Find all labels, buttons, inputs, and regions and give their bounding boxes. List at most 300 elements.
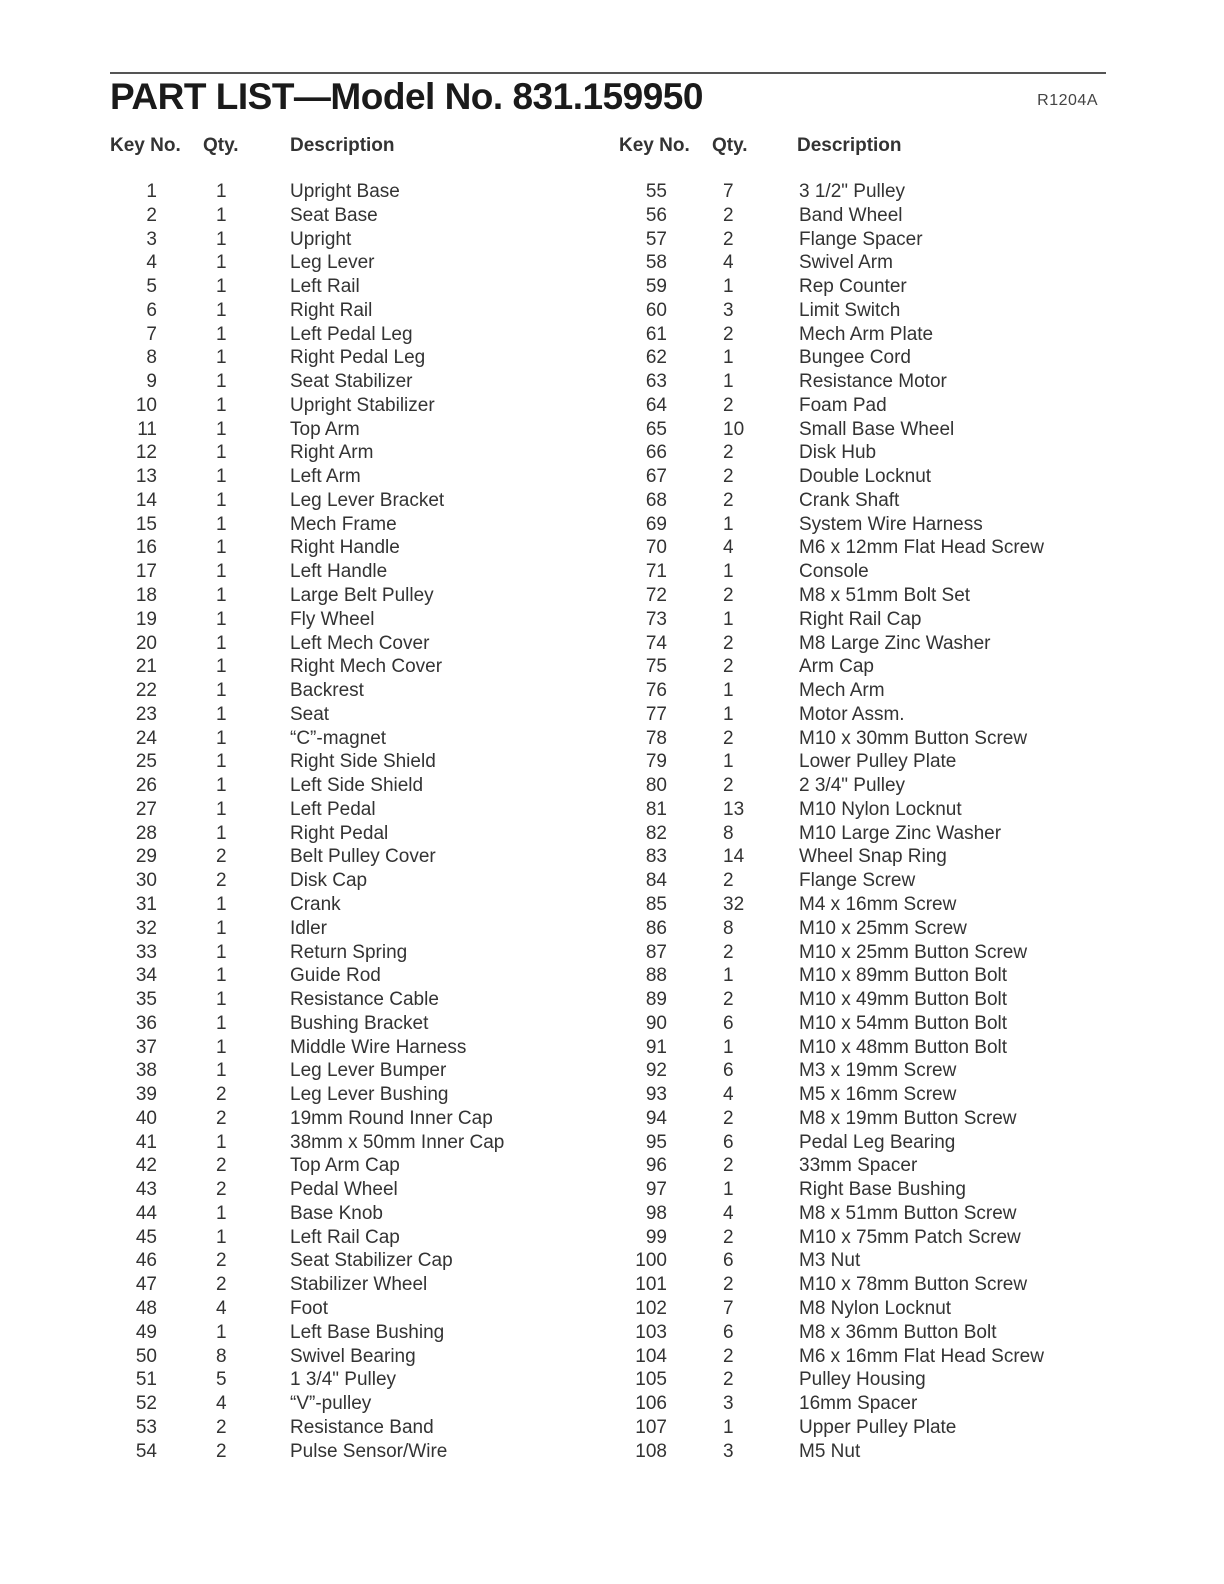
part-row bbox=[609, 750, 1109, 774]
part-key-no: 72 bbox=[645, 585, 667, 607]
part-row bbox=[609, 703, 1109, 727]
part-key-no: 25 bbox=[135, 751, 157, 773]
part-key-no: 98 bbox=[645, 1202, 667, 1224]
header-key-no-right: Key No. bbox=[619, 135, 690, 156]
part-key-no: 81 bbox=[645, 798, 667, 820]
parts-list-right bbox=[609, 180, 1109, 1463]
part-key-no: 32 bbox=[135, 917, 157, 939]
part-description: M10 x 30mm Button Screw bbox=[799, 727, 1028, 749]
part-row bbox=[100, 1249, 560, 1273]
part-qty: 1 bbox=[216, 775, 227, 797]
part-key-no: 26 bbox=[135, 775, 157, 797]
part-key-no: 105 bbox=[635, 1369, 667, 1391]
part-description: Large Belt Pulley bbox=[290, 585, 434, 607]
part-key-no: 15 bbox=[135, 513, 157, 535]
part-qty: 2 bbox=[723, 727, 734, 749]
part-key-no: 103 bbox=[635, 1321, 667, 1343]
part-key-no: 77 bbox=[645, 703, 667, 725]
part-row bbox=[609, 1297, 1109, 1321]
part-key-no: 107 bbox=[635, 1416, 667, 1438]
part-row bbox=[100, 465, 560, 489]
part-description: Stabilizer Wheel bbox=[290, 1274, 428, 1296]
part-key-no: 51 bbox=[135, 1369, 157, 1391]
part-description: M10 Nylon Locknut bbox=[799, 798, 962, 820]
part-row bbox=[609, 1012, 1109, 1036]
part-description: Belt Pulley Cover bbox=[290, 846, 436, 868]
part-description: Limit Switch bbox=[799, 299, 901, 321]
part-qty: 4 bbox=[723, 1084, 734, 1106]
part-key-no: 50 bbox=[135, 1345, 157, 1367]
part-description: Right Handle bbox=[290, 537, 400, 559]
part-qty: 1 bbox=[216, 965, 227, 987]
part-description: Middle Wire Harness bbox=[290, 1036, 467, 1058]
part-key-no: 59 bbox=[645, 276, 667, 298]
part-qty: 2 bbox=[723, 204, 734, 226]
part-description: Left Base Bushing bbox=[290, 1321, 445, 1343]
part-qty: 2 bbox=[216, 870, 227, 892]
part-row bbox=[100, 679, 560, 703]
part-description: Resistance Cable bbox=[290, 989, 439, 1011]
part-qty: 2 bbox=[723, 870, 734, 892]
part-description: 3 1/2" Pulley bbox=[799, 181, 906, 202]
part-key-no: 8 bbox=[146, 347, 157, 369]
part-description: Wheel Snap Ring bbox=[799, 846, 947, 868]
part-description: Fly Wheel bbox=[290, 608, 375, 630]
part-key-no: 47 bbox=[135, 1274, 157, 1296]
part-key-no: 91 bbox=[645, 1036, 667, 1058]
part-key-no: 75 bbox=[645, 656, 667, 678]
part-description: M10 x 89mm Button Bolt bbox=[799, 965, 1008, 987]
part-qty: 2 bbox=[216, 1440, 227, 1462]
part-description: Left Arm bbox=[290, 466, 361, 488]
part-description: M8 x 36mm Button Bolt bbox=[799, 1321, 997, 1343]
part-description: Arm Cap bbox=[799, 656, 874, 678]
part-description: 1 3/4" Pulley bbox=[290, 1369, 397, 1391]
part-row bbox=[609, 465, 1109, 489]
part-key-no: 44 bbox=[135, 1202, 157, 1224]
part-row bbox=[100, 941, 560, 965]
part-description: Seat Base bbox=[290, 204, 378, 226]
part-description: Right Rail bbox=[290, 299, 373, 321]
part-row bbox=[100, 180, 560, 204]
part-description: Top Arm bbox=[290, 418, 360, 440]
part-row bbox=[100, 822, 560, 846]
part-qty: 2 bbox=[216, 1179, 227, 1201]
part-row bbox=[100, 560, 560, 584]
part-key-no: 83 bbox=[645, 846, 667, 868]
part-row bbox=[100, 323, 560, 347]
part-key-no: 85 bbox=[645, 893, 667, 915]
part-key-no: 23 bbox=[135, 703, 157, 725]
part-key-no: 62 bbox=[645, 347, 667, 369]
part-row bbox=[100, 1202, 560, 1226]
part-qty: 14 bbox=[723, 846, 745, 868]
part-row bbox=[100, 964, 560, 988]
part-qty: 1 bbox=[216, 371, 227, 393]
part-qty: 1 bbox=[216, 299, 227, 321]
part-qty: 2 bbox=[216, 1416, 227, 1438]
part-description: Left Rail bbox=[290, 276, 360, 298]
part-qty: 2 bbox=[723, 1345, 734, 1367]
part-description: Pedal Leg Bearing bbox=[799, 1131, 956, 1153]
part-description: Pulse Sensor/Wire bbox=[290, 1440, 448, 1462]
part-row bbox=[100, 228, 560, 252]
part-key-no: 29 bbox=[135, 846, 157, 868]
part-key-no: 102 bbox=[635, 1297, 667, 1319]
part-row bbox=[609, 1321, 1109, 1345]
part-row bbox=[609, 441, 1109, 465]
part-row bbox=[100, 1131, 560, 1155]
part-qty: 2 bbox=[723, 228, 734, 250]
part-key-no: 53 bbox=[135, 1416, 157, 1438]
part-row bbox=[100, 251, 560, 275]
part-description: Band Wheel bbox=[799, 204, 903, 226]
part-key-no: 34 bbox=[135, 965, 157, 987]
part-description: System Wire Harness bbox=[799, 513, 983, 535]
part-row bbox=[100, 584, 560, 608]
part-row bbox=[609, 1154, 1109, 1178]
part-qty: 2 bbox=[216, 1274, 227, 1296]
part-row bbox=[100, 727, 560, 751]
part-row bbox=[609, 1368, 1109, 1392]
part-row bbox=[609, 299, 1109, 323]
part-description: Swivel Arm bbox=[799, 252, 893, 274]
part-qty: 1 bbox=[216, 989, 227, 1011]
part-qty: 1 bbox=[216, 727, 227, 749]
part-description: Foam Pad bbox=[799, 394, 887, 416]
part-qty: 1 bbox=[723, 608, 734, 630]
part-row bbox=[100, 774, 560, 798]
part-description: Leg Lever bbox=[290, 252, 375, 274]
part-qty: 2 bbox=[723, 489, 734, 511]
part-key-no: 104 bbox=[635, 1345, 667, 1367]
part-row bbox=[609, 941, 1109, 965]
part-qty: 1 bbox=[216, 585, 227, 607]
part-description: M10 x 25mm Screw bbox=[799, 917, 967, 939]
part-description: Seat bbox=[290, 703, 330, 725]
part-qty: 2 bbox=[216, 1155, 227, 1177]
part-row bbox=[100, 1036, 560, 1060]
part-key-no: 84 bbox=[645, 870, 667, 892]
part-qty: 6 bbox=[723, 1321, 734, 1343]
part-qty: 1 bbox=[216, 252, 227, 274]
part-row bbox=[609, 964, 1109, 988]
part-key-no: 13 bbox=[135, 466, 157, 488]
part-qty: 1 bbox=[216, 418, 227, 440]
part-key-no: 38 bbox=[135, 1060, 157, 1082]
part-qty: 6 bbox=[723, 1060, 734, 1082]
part-description: Small Base Wheel bbox=[799, 418, 955, 440]
part-description: Right Arm bbox=[290, 442, 374, 464]
part-row bbox=[100, 1012, 560, 1036]
part-key-no: 21 bbox=[135, 656, 157, 678]
part-description: M8 x 51mm Bolt Set bbox=[799, 585, 971, 607]
part-row bbox=[609, 251, 1109, 275]
part-row bbox=[100, 1154, 560, 1178]
part-key-no: 96 bbox=[645, 1155, 667, 1177]
part-description: Upright bbox=[290, 228, 352, 250]
part-description: Foot bbox=[290, 1297, 329, 1319]
part-qty: 2 bbox=[216, 1250, 227, 1272]
part-row bbox=[100, 489, 560, 513]
part-description: M8 x 19mm Button Screw bbox=[799, 1107, 1017, 1129]
part-row bbox=[100, 1107, 560, 1131]
part-description: Bungee Cord bbox=[799, 347, 911, 369]
part-description: Guide Rod bbox=[290, 965, 381, 987]
part-key-no: 17 bbox=[135, 561, 157, 583]
part-row bbox=[100, 917, 560, 941]
part-row bbox=[100, 703, 560, 727]
part-qty: 4 bbox=[723, 1202, 734, 1224]
header-key-no-left: Key No. bbox=[110, 135, 181, 156]
part-qty: 4 bbox=[216, 1393, 227, 1415]
part-description: Base Knob bbox=[290, 1202, 383, 1224]
part-qty: 7 bbox=[723, 181, 734, 202]
part-key-no: 42 bbox=[135, 1155, 157, 1177]
part-description: Right Base Bushing bbox=[799, 1179, 966, 1201]
part-key-no: 108 bbox=[635, 1440, 667, 1462]
part-description: M3 x 19mm Screw bbox=[799, 1060, 957, 1082]
part-row bbox=[100, 441, 560, 465]
part-key-no: 67 bbox=[645, 466, 667, 488]
part-row bbox=[609, 679, 1109, 703]
part-key-no: 3 bbox=[146, 228, 157, 250]
part-row bbox=[609, 513, 1109, 537]
part-qty: 1 bbox=[723, 1416, 734, 1438]
part-qty: 2 bbox=[723, 656, 734, 678]
part-description: Lower Pulley Plate bbox=[799, 751, 957, 773]
revision-code: R1204A bbox=[1037, 92, 1098, 109]
part-qty: 6 bbox=[723, 1012, 734, 1034]
part-qty: 1 bbox=[216, 489, 227, 511]
part-description: Right Mech Cover bbox=[290, 656, 443, 678]
part-qty: 1 bbox=[216, 1012, 227, 1034]
part-description: Right Pedal Leg bbox=[290, 347, 426, 369]
part-description: M8 Large Zinc Washer bbox=[799, 632, 991, 654]
part-key-no: 74 bbox=[645, 632, 667, 654]
part-row bbox=[609, 917, 1109, 941]
part-row bbox=[609, 655, 1109, 679]
part-description: Seat Stabilizer bbox=[290, 371, 413, 393]
part-row bbox=[609, 822, 1109, 846]
part-qty: 2 bbox=[723, 394, 734, 416]
part-row bbox=[609, 632, 1109, 656]
part-description: Swivel Bearing bbox=[290, 1345, 416, 1367]
part-qty: 1 bbox=[216, 703, 227, 725]
part-description: Mech Arm bbox=[799, 680, 885, 702]
part-row bbox=[609, 323, 1109, 347]
part-qty: 1 bbox=[216, 1131, 227, 1153]
part-qty: 1 bbox=[216, 798, 227, 820]
part-description: M10 x 75mm Patch Screw bbox=[799, 1226, 1021, 1248]
part-qty: 2 bbox=[723, 442, 734, 464]
part-key-no: 6 bbox=[146, 299, 157, 321]
part-qty: 1 bbox=[216, 561, 227, 583]
part-key-no: 1 bbox=[146, 181, 157, 202]
part-qty: 1 bbox=[216, 181, 227, 202]
part-key-no: 14 bbox=[135, 489, 157, 511]
part-row bbox=[100, 1273, 560, 1297]
part-description: Left Pedal bbox=[290, 798, 376, 820]
part-qty: 1 bbox=[723, 513, 734, 535]
part-description: M3 Nut bbox=[799, 1250, 861, 1272]
part-row bbox=[100, 299, 560, 323]
part-description: M10 x 48mm Button Bolt bbox=[799, 1036, 1008, 1058]
page-title: PART LIST—Model No. 831.159950 bbox=[110, 76, 703, 117]
part-description: M5 x 16mm Screw bbox=[799, 1084, 957, 1106]
part-row bbox=[609, 608, 1109, 632]
part-row bbox=[100, 1416, 560, 1440]
part-qty: 1 bbox=[723, 1179, 734, 1201]
part-description: 19mm Round Inner Cap bbox=[290, 1107, 493, 1129]
part-key-no: 30 bbox=[135, 870, 157, 892]
part-qty: 1 bbox=[723, 965, 734, 987]
part-description: Resistance Motor bbox=[799, 371, 947, 393]
part-key-no: 48 bbox=[135, 1297, 157, 1319]
part-qty: 32 bbox=[723, 893, 745, 915]
part-key-no: 40 bbox=[135, 1107, 157, 1129]
part-qty: 1 bbox=[723, 751, 734, 773]
part-row bbox=[100, 988, 560, 1012]
part-key-no: 99 bbox=[645, 1226, 667, 1248]
part-qty: 1 bbox=[216, 1226, 227, 1248]
part-description: Flange Spacer bbox=[799, 228, 923, 250]
part-row bbox=[100, 275, 560, 299]
part-key-no: 33 bbox=[135, 941, 157, 963]
part-description: Upright Base bbox=[290, 181, 400, 202]
part-key-no: 60 bbox=[645, 299, 667, 321]
part-key-no: 2 bbox=[146, 204, 157, 226]
part-row bbox=[609, 1249, 1109, 1273]
part-row bbox=[609, 536, 1109, 560]
part-row bbox=[609, 798, 1109, 822]
part-description: Disk Hub bbox=[799, 442, 877, 464]
part-description: Left Side Shield bbox=[290, 775, 424, 797]
part-qty: 2 bbox=[216, 1084, 227, 1106]
part-row bbox=[609, 1131, 1109, 1155]
part-qty: 3 bbox=[723, 299, 734, 321]
part-row bbox=[609, 1345, 1109, 1369]
part-description: “C”-magnet bbox=[290, 727, 387, 749]
part-row bbox=[609, 180, 1109, 204]
part-key-no: 71 bbox=[645, 561, 667, 583]
part-description: Right Rail Cap bbox=[799, 608, 922, 630]
part-description: Crank Shaft bbox=[799, 489, 900, 511]
part-row bbox=[100, 608, 560, 632]
part-row bbox=[609, 774, 1109, 798]
part-description: “V”-pulley bbox=[290, 1393, 372, 1415]
part-row bbox=[100, 1440, 560, 1464]
part-row bbox=[100, 845, 560, 869]
parts-list-left bbox=[100, 180, 560, 1463]
part-key-no: 101 bbox=[635, 1274, 667, 1296]
part-key-no: 7 bbox=[146, 323, 157, 345]
part-row bbox=[609, 1392, 1109, 1416]
part-qty: 1 bbox=[723, 703, 734, 725]
part-row bbox=[100, 370, 560, 394]
part-qty: 13 bbox=[723, 798, 745, 820]
part-row bbox=[100, 1321, 560, 1345]
part-qty: 2 bbox=[723, 632, 734, 654]
part-key-no: 69 bbox=[645, 513, 667, 535]
part-row bbox=[100, 1059, 560, 1083]
part-description: Console bbox=[799, 561, 869, 583]
part-qty: 1 bbox=[216, 347, 227, 369]
part-key-no: 93 bbox=[645, 1084, 667, 1106]
part-qty: 3 bbox=[723, 1393, 734, 1415]
part-qty: 2 bbox=[723, 989, 734, 1011]
part-row bbox=[609, 1273, 1109, 1297]
part-row bbox=[609, 845, 1109, 869]
part-qty: 1 bbox=[723, 276, 734, 298]
part-qty: 8 bbox=[723, 822, 734, 844]
part-description: M4 x 16mm Screw bbox=[799, 893, 957, 915]
part-description: M10 Large Zinc Washer bbox=[799, 822, 1002, 844]
part-qty: 1 bbox=[216, 941, 227, 963]
part-row bbox=[609, 988, 1109, 1012]
part-qty: 4 bbox=[216, 1297, 227, 1319]
part-row bbox=[609, 584, 1109, 608]
part-qty: 8 bbox=[723, 917, 734, 939]
part-description: Crank bbox=[290, 893, 341, 915]
part-description: Rep Counter bbox=[799, 276, 907, 298]
part-description: M10 x 25mm Button Screw bbox=[799, 941, 1028, 963]
part-qty: 1 bbox=[216, 1060, 227, 1082]
part-key-no: 52 bbox=[135, 1393, 157, 1415]
part-row bbox=[609, 1107, 1109, 1131]
part-description: Upper Pulley Plate bbox=[799, 1416, 957, 1438]
part-qty: 1 bbox=[723, 561, 734, 583]
part-description: Motor Assm. bbox=[799, 703, 905, 725]
part-key-no: 70 bbox=[645, 537, 667, 559]
part-key-no: 65 bbox=[645, 418, 667, 440]
part-qty: 1 bbox=[216, 656, 227, 678]
part-description: Backrest bbox=[290, 680, 364, 702]
part-qty: 1 bbox=[216, 608, 227, 630]
part-qty: 2 bbox=[723, 323, 734, 345]
part-key-no: 49 bbox=[135, 1321, 157, 1343]
part-key-no: 10 bbox=[135, 394, 157, 416]
part-qty: 1 bbox=[216, 323, 227, 345]
header-description-left: Description bbox=[290, 135, 395, 156]
part-row bbox=[609, 727, 1109, 751]
part-row bbox=[609, 489, 1109, 513]
part-qty: 10 bbox=[723, 418, 745, 440]
part-qty: 2 bbox=[216, 846, 227, 868]
part-row bbox=[609, 560, 1109, 584]
part-key-no: 9 bbox=[146, 371, 157, 393]
part-row bbox=[609, 418, 1109, 442]
part-qty: 1 bbox=[216, 442, 227, 464]
part-row bbox=[609, 275, 1109, 299]
part-row bbox=[100, 1345, 560, 1369]
part-key-no: 41 bbox=[135, 1131, 157, 1153]
part-key-no: 22 bbox=[135, 680, 157, 702]
part-row bbox=[609, 1440, 1109, 1464]
part-qty: 2 bbox=[723, 585, 734, 607]
part-qty: 1 bbox=[216, 822, 227, 844]
part-qty: 1 bbox=[216, 1202, 227, 1224]
part-qty: 4 bbox=[723, 537, 734, 559]
part-row bbox=[100, 418, 560, 442]
part-key-no: 100 bbox=[635, 1250, 667, 1272]
part-description: Right Side Shield bbox=[290, 751, 436, 773]
part-description: Disk Cap bbox=[290, 870, 368, 892]
part-qty: 5 bbox=[216, 1369, 227, 1391]
header-qty-right: Qty. bbox=[712, 135, 748, 156]
part-key-no: 61 bbox=[645, 323, 667, 345]
part-key-no: 80 bbox=[645, 775, 667, 797]
